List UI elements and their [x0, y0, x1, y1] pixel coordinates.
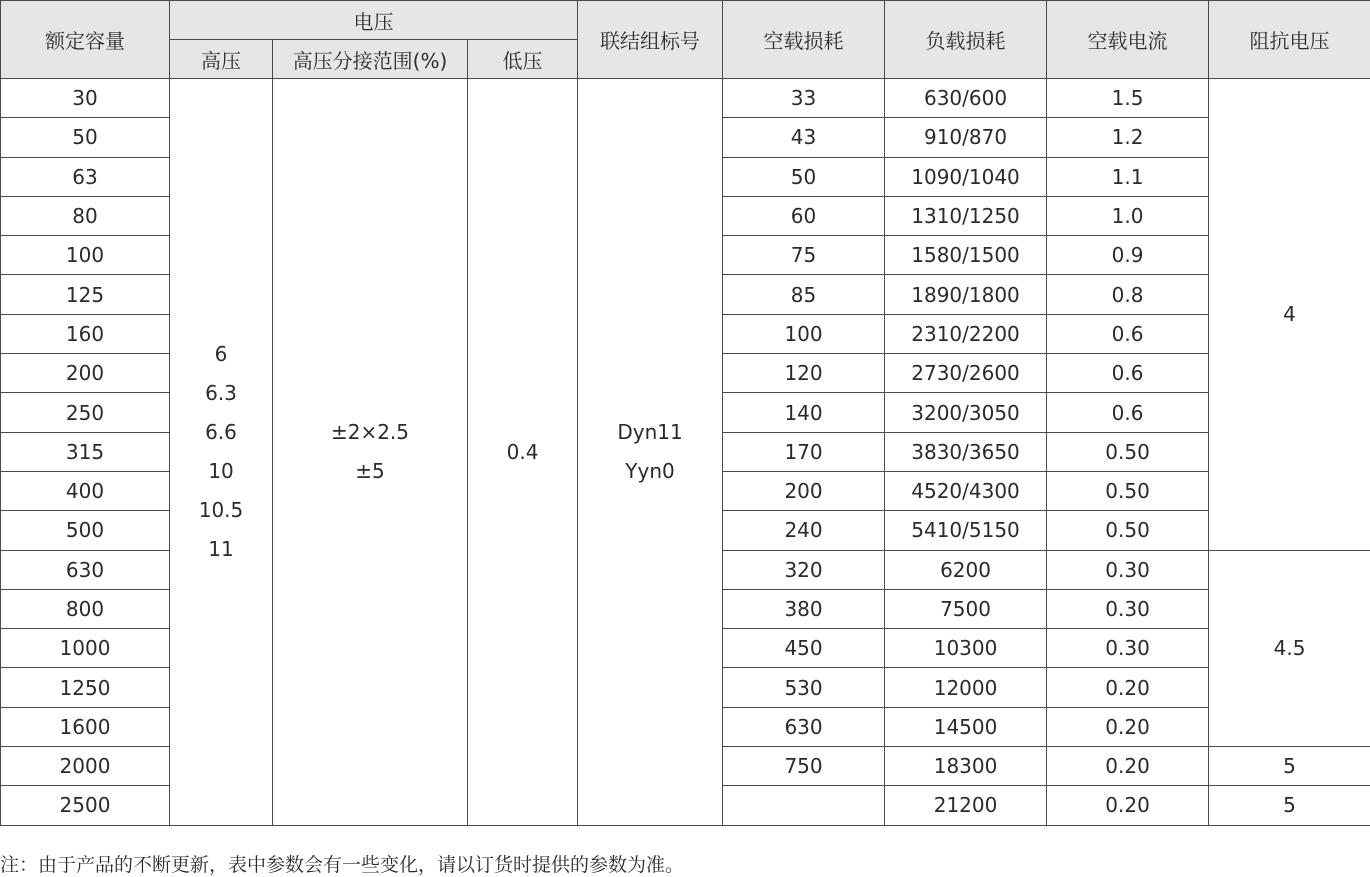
cell-no-load-current: 0.9 [1047, 236, 1209, 275]
cell-capacity: 2000 [1, 747, 170, 786]
cell-capacity: 2500 [1, 786, 170, 825]
cell-no-load-current: 0.20 [1047, 707, 1209, 746]
cell-load-loss: 630/600 [885, 79, 1047, 118]
cell-load-loss: 1310/1250 [885, 196, 1047, 235]
cell-no-load-current: 0.20 [1047, 747, 1209, 786]
header-no-load-current: 空载电流 [1047, 1, 1209, 79]
cell-capacity: 125 [1, 275, 170, 314]
cell-no-load-current: 0.20 [1047, 786, 1209, 825]
cell-load-loss: 21200 [885, 786, 1047, 825]
cell-load-loss: 12000 [885, 668, 1047, 707]
cell-no-load-current: 0.6 [1047, 354, 1209, 393]
cell-load-loss: 3200/3050 [885, 393, 1047, 432]
cell-hv-value: 6 [170, 335, 272, 374]
cell-hv-value: 6.3 [170, 374, 272, 413]
header-voltage: 电压 [170, 1, 578, 40]
cell-capacity: 630 [1, 550, 170, 589]
cell-capacity: 1000 [1, 629, 170, 668]
cell-no-load-loss: 140 [723, 393, 885, 432]
cell-load-loss: 18300 [885, 747, 1047, 786]
cell-load-loss: 3830/3650 [885, 432, 1047, 471]
cell-lv: 0.4 [468, 79, 578, 826]
cell-no-load-current: 0.30 [1047, 589, 1209, 628]
cell-no-load-loss: 750 [723, 747, 885, 786]
cell-no-load-loss: 530 [723, 668, 885, 707]
table-header [1, 1, 1370, 79]
cell-no-load-loss: 120 [723, 354, 885, 393]
cell-impedance: 4 [1209, 79, 1370, 551]
cell-no-load-current: 0.6 [1047, 393, 1209, 432]
cell-no-load-current: 0.50 [1047, 511, 1209, 550]
cell-no-load-loss [723, 786, 885, 825]
cell-impedance: 5 [1209, 747, 1370, 786]
cell-no-load-current: 1.2 [1047, 118, 1209, 157]
cell-no-load-loss: 50 [723, 157, 885, 196]
cell-capacity: 80 [1, 196, 170, 235]
cell-no-load-current: 1.0 [1047, 196, 1209, 235]
header-hv: 高压 [170, 40, 273, 79]
cell-capacity: 30 [1, 79, 170, 118]
cell-hv [170, 79, 273, 826]
table-row [1, 79, 1370, 118]
cell-capacity: 400 [1, 471, 170, 510]
cell-vector-group-value: Dyn11 [578, 413, 722, 452]
cell-load-loss: 4520/4300 [885, 471, 1047, 510]
cell-no-load-loss: 170 [723, 432, 885, 471]
cell-capacity: 1250 [1, 668, 170, 707]
cell-capacity: 200 [1, 354, 170, 393]
cell-vector-group [578, 79, 723, 826]
header-vector-group: 联结组标号 [578, 1, 723, 79]
cell-no-load-loss: 380 [723, 589, 885, 628]
cell-capacity: 160 [1, 314, 170, 353]
cell-vector-group-value: Yyn0 [578, 452, 722, 491]
cell-capacity: 500 [1, 511, 170, 550]
table-body [1, 79, 1370, 826]
cell-hv-value: 10.5 [170, 491, 272, 530]
cell-load-loss: 1890/1800 [885, 275, 1047, 314]
cell-no-load-current: 1.1 [1047, 157, 1209, 196]
cell-no-load-current: 0.20 [1047, 668, 1209, 707]
cell-hv-value: 10 [170, 452, 272, 491]
cell-no-load-current: 1.5 [1047, 79, 1209, 118]
cell-no-load-loss: 85 [723, 275, 885, 314]
cell-no-load-loss: 240 [723, 511, 885, 550]
cell-no-load-loss: 75 [723, 236, 885, 275]
cell-load-loss: 1090/1040 [885, 157, 1047, 196]
cell-no-load-loss: 450 [723, 629, 885, 668]
cell-no-load-current: 0.50 [1047, 432, 1209, 471]
footnote: 注：由于产品的不断更新，表中参数会有一些变化，请以订货时提供的参数为准。 [0, 850, 684, 877]
cell-load-loss: 6200 [885, 550, 1047, 589]
header-capacity: 额定容量 [1, 1, 170, 79]
cell-impedance: 5 [1209, 786, 1370, 825]
cell-capacity: 63 [1, 157, 170, 196]
cell-capacity: 315 [1, 432, 170, 471]
cell-hv-value: 11 [170, 530, 272, 569]
cell-no-load-loss: 630 [723, 707, 885, 746]
header-tap-range: 高压分接范围(%) [273, 40, 468, 79]
cell-capacity: 50 [1, 118, 170, 157]
cell-no-load-loss: 33 [723, 79, 885, 118]
cell-load-loss: 5410/5150 [885, 511, 1047, 550]
cell-tap-range [273, 79, 468, 826]
cell-no-load-current: 0.8 [1047, 275, 1209, 314]
cell-no-load-loss: 100 [723, 314, 885, 353]
cell-no-load-loss: 200 [723, 471, 885, 510]
cell-capacity: 100 [1, 236, 170, 275]
cell-capacity: 1600 [1, 707, 170, 746]
cell-load-loss: 10300 [885, 629, 1047, 668]
cell-no-load-loss: 60 [723, 196, 885, 235]
cell-load-loss: 1580/1500 [885, 236, 1047, 275]
header-impedance: 阻抗电压 [1209, 1, 1370, 79]
cell-tap-range-value: ±5 [273, 452, 467, 491]
cell-tap-range-value: ±2×2.5 [273, 413, 467, 452]
header-lv: 低压 [468, 40, 578, 79]
cell-load-loss: 14500 [885, 707, 1047, 746]
cell-no-load-loss: 320 [723, 550, 885, 589]
cell-capacity: 800 [1, 589, 170, 628]
cell-load-loss: 2730/2600 [885, 354, 1047, 393]
cell-no-load-current: 0.30 [1047, 629, 1209, 668]
cell-no-load-current: 0.30 [1047, 550, 1209, 589]
header-no-load-loss: 空载损耗 [723, 1, 885, 79]
header-load-loss: 负载损耗 [885, 1, 1047, 79]
cell-load-loss: 7500 [885, 589, 1047, 628]
cell-load-loss: 910/870 [885, 118, 1047, 157]
cell-impedance: 4.5 [1209, 550, 1370, 746]
cell-capacity: 250 [1, 393, 170, 432]
cell-load-loss: 2310/2200 [885, 314, 1047, 353]
cell-no-load-loss: 43 [723, 118, 885, 157]
cell-hv-value: 6.6 [170, 413, 272, 452]
cell-no-load-current: 0.50 [1047, 471, 1209, 510]
cell-no-load-current: 0.6 [1047, 314, 1209, 353]
